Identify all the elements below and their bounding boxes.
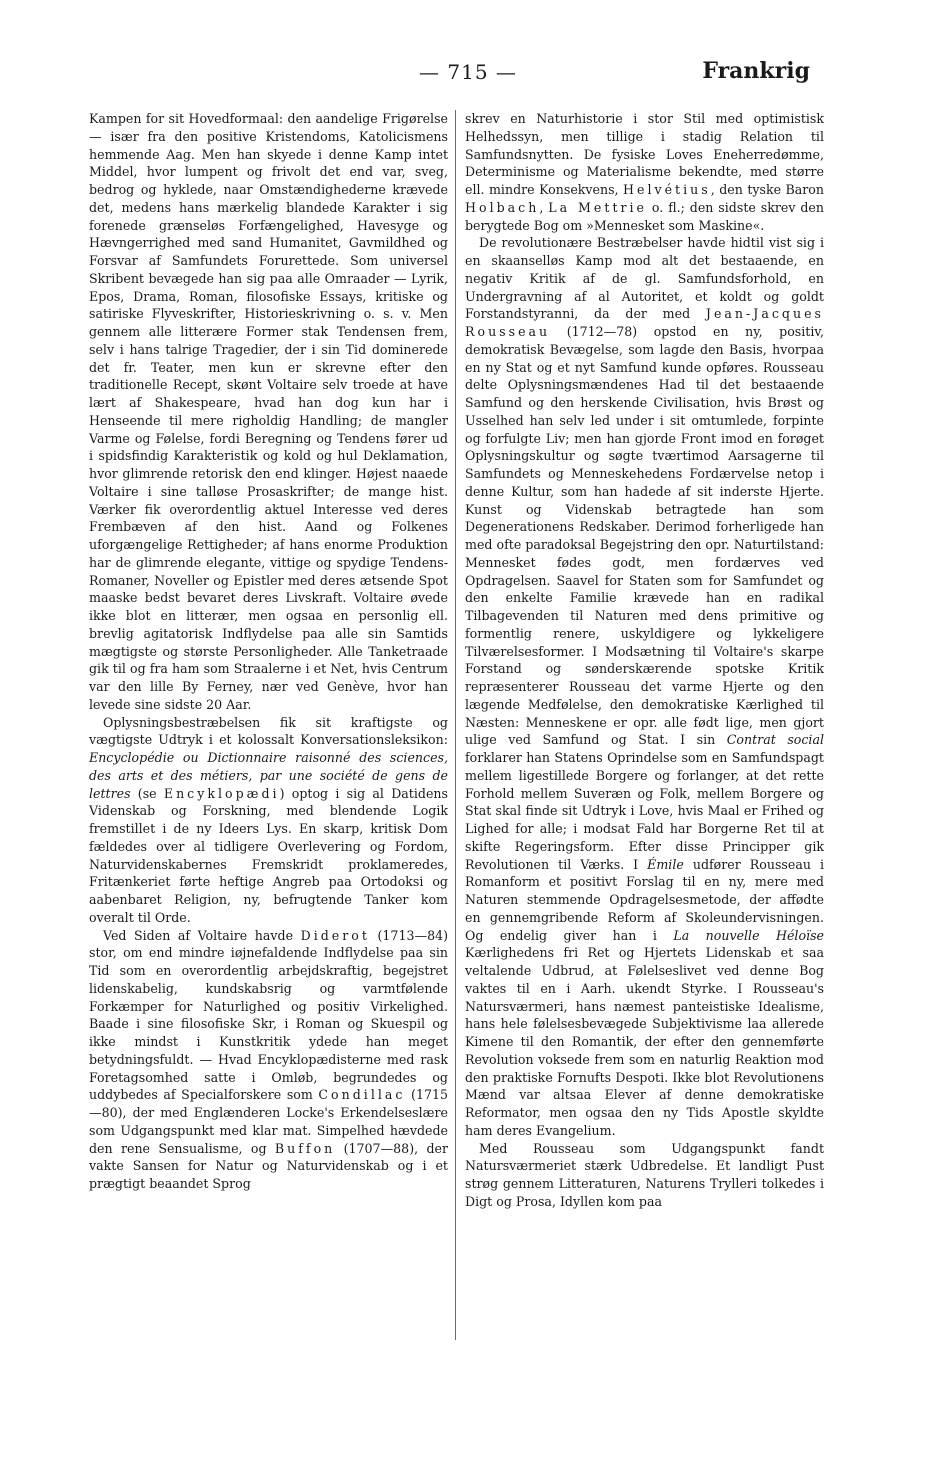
text: Oplysningsbestræbelsen fik sit kraftigste og vægtigste Udtryk i et kolossalt Konversationsleksikon: — [89, 714, 448, 748]
text: udfører Rousseau i Romanform et positivt Forslag til en ny, mere med Naturen stemmende Opdragelsesmetode, der affødte en gennemgribende Reform af Skoleundervisningen. Og endelig giver han i — [465, 856, 824, 943]
text: ) optog i sig al Datidens Videnskab og Forskning, med blendende Logik fremstillet i de ny Ideers Lys. En skarp, kritisk Dom fældedes over al tidligere Overlevering og Fordom, Naturvidenskabernes Fremskridt proklameredes, Fritænkeriet førte heftige Angreb paa Ortodoksi og aabenbaret Religion, ny, befrugtende Tanker kom overalt til Orde. — [89, 785, 448, 925]
paragraph-materialism — [465, 110, 824, 234]
paragraph-encyclopedie — [89, 714, 448, 927]
text: , den tyske Baron — [710, 182, 824, 197]
text: De revolutionære Bestræbelser havde hidtil vist sig i en skaanselløs Kamp mod alt det bestaaende, en negativ Kritik af de gl. Samfundsforhold, en Undergravning af al Autoritet, et koldt og goldt Forstandstyranni, da der med — [465, 235, 824, 322]
text: Ved Siden af Voltaire havde — [103, 927, 301, 943]
text: Med Rousseau som Udgangspunkt fandt Natursværmeriet stærk Udbredelse. Et landligt Pust strøg gennem Litteraturen, Naturens Trylleri tolkedes i Digt og Prosa, Idyllen kom paa — [465, 1140, 824, 1209]
right-column — [465, 110, 824, 1350]
text: , — [539, 199, 549, 215]
name-holbach: Holbach — [465, 199, 540, 215]
text: (1715—80), der med Englænderen Locke's Erkendelseslære som Udgangspunkt med klar mat. Simpelhed hævdede den rene Sensualisme, og — [89, 1087, 448, 1156]
paragraph-rousseau — [465, 234, 824, 1139]
text: skrev en Naturhistorie i stor Stil med optimistisk Helhedssyn, men tillige i stadig Relation til Samfundsnytten. De fysiske Loves Eneherredømme, Determinisme og Materialisme bekendte, med større ell. mindre Konsekvens, — [465, 111, 824, 197]
encyclopedie-title: Encyclopédie ou Dictionnaire raisonné des sciences, des arts et des métiers, par une société de gens de lettres — [89, 750, 448, 801]
paragraph-natursvaermeri — [465, 1140, 824, 1211]
paragraph-voltaire — [89, 110, 448, 714]
text: Kærlighedens fri Ret og Hjertets Lidenskab et saa veltalende Udbrud, at Følelseslivet ved denne Bog vaktes til en i Aarh. ukendt Styrke. I Rousseau's Natursværmeri, hans næmest panteistiske Idealisme, hans hele følelsesbevægede Subjektivisme laa allerede Kimene til den Romantik, der efter den gennemførte Revolution voksede frem som en naturlig Reaktion mod den praktiske Fornufts Despoti. Ikke blot Revolutionens Mænd var altsaa Elever af denne demokratiske Reformator, men ogsaa den ny Tids Apostle skyldte ham deres Evangelium. — [465, 945, 824, 1138]
name-condillac: Condillac — [318, 1087, 406, 1103]
left-column — [89, 110, 448, 1350]
name-helvetius: Helvétius — [623, 182, 711, 197]
page-number: — 715 — — [419, 60, 517, 84]
text: Kampen for sit Hovedformaal: den aandelige Frigørelse — især fra den positive Kristendoms, Katolicismens hemmende Aag. Men han skyede i denne Kamp intet Middel, hvor lumpent og frivolt det end var, sveg, bedrog og hyklede, naar Omstændighederne krævede det, medens hans mærkelig blandede Karakter i sig forenede grænseløs Forfængelighed, Havesyge og Hævngerrighed med sand Humanitet, Gavmildhed og Forsvar af Samfundets Forurettede. Som universel Skribent bevægede han sig paa alle Omraader — Lyrik, Epos, Drama, Roman, filosofiske Essays, kritiske og satiriske Flyveskrifter, Historieskrivning o. s. v. Men gennem alle litterære Former stak Tendensen frem, selv i hans talrige Tragedier, der i sin Tid dominerede det fr. Teater, men kun er skrevne efter den traditionelle Recept, skønt Voltaire selv troede at have lært af Shakespeare, hvad han dog kun har i Henseende til mere righoldig Handling; de mangler Varme og Følelse, fordi Beregning og Tendens fører ud i spidsfindig Karakteristik og kold og hul Deklamation, hvor glimrende retorisk den end klinger. Højest naaede Voltaire i sine talløse Prosaskrifter; de mange hist. Værker fik overordentlig aktuel Interesse ved deres Frembæven af den hist. Aand og Folkenes uforgængelige Rettigheder; af hans enorme Produktion har de glimrende elegante, vittige og spydige Tendens-Romaner, Noveller og Epistler med deres ætsende Spot maaske bedst bevaret deres Livskraft. Voltaire øvede ikke blot en litterær, men ogsaa en personlig ell. brevlig agitatorisk Indflydelse paa alle sin Samtids mægtigste og største Personligheder. Alle Tanketraade gik til og fra ham som Straalerne i et Net, hvis Centrum var den lille By Ferney, nær ved Genève, hvor han levede sine sidste 20 Aar. — [89, 111, 448, 712]
text: (1707—88), der vakte Sansen for Natur og Naturvidenskab og i et prægtigt beaandet Sprog — [89, 1140, 448, 1191]
column-divider — [455, 110, 456, 1340]
text: (se — [130, 785, 164, 801]
text: (1713—84) stor, om end mindre iøjnefaldende Indflydelse paa sin Tid som en overordentlig arbejdskraftig, begejstret lidenskabelig, kundskabsrig og varmtfølende Forkæmper for Naturlighed og positiv Virkelighed. Baade i sine filosofiske Skr, i Roman og Skuespil og ikke mindst i Kunstkritik ydede han meget betydningsfuldt. — Hvad Encyklopædisterne med rask Foretagsomhed satte i Omløb, begrundedes og uddybedes af Specialforskere som — [89, 927, 448, 1103]
name-la-mettrie: La Mettrie — [548, 199, 648, 215]
text: forklarer han Statens Oprindelse som en Samfundspagt mellem ligestillede Borgere og forlanger, at det rette Forhold mellem Suveræn og Folk, mellem Borgere og Stat skal finde sit Udtryk i Love, hvis Maal er Frihed og Lighed for alle; i modsat Fald har Borgerne Ret til at skifte Regeringsform. Efter disse Principper gik Revolutionen til Værks. I — [465, 750, 824, 872]
title-nouvelle-heloise: La nouvelle Héloïse — [673, 927, 824, 943]
paragraph-diderot — [89, 927, 448, 1193]
title-emile: Émile — [647, 856, 684, 872]
cross-reference: Encyklopædi — [163, 785, 280, 801]
name-buffon: Buffon — [274, 1140, 336, 1156]
name-rousseau: Jean-Jacques Rousseau — [465, 306, 824, 339]
title-contrat-social: Contrat social — [726, 732, 824, 748]
name-diderot: Diderot — [300, 927, 370, 943]
text: o. fl.; den sidste skrev den berygtede Bog om »Mennesket som Maskine«. — [465, 199, 824, 233]
section-title: Frankrig — [702, 58, 810, 84]
text: (1712—78) opstod en ny, positiv, demokratisk Bevægelse, som lagde den Basis, hvorpaa en ny Stat og et nyt Samfund kunde opføres. Rousseau delte Oplysningsmændenes Had til det bestaaende Samfund og den herskende Civilisation, hvis Brøst og Usselhed han selv led under i sit omtumlede, forpinte og forfulgte Liv; men han gjorde Front imod en forøget Oplysningskultur og søgte tværtimod Aarsagerne til Samfundets og Menneskehedens Fordærvelse netop i denne Kultur, som han hadede af sit inderste Hjerte. Kunst og Videnskab betragtede han som Degenerationens Redskaber. Derimod forherligede han med ofte paradoksal Begejstring den opr. Naturtilstand: Mennesket fødes godt, men fordærves ved Opdragelsen. Saavel for Staten som for Samfundet og den enkelte Familie krævede han en radikal Tilbagevenden til Naturen med dens primitive og formentlig renere, uskyldigere og lykkeligere Tilværelsesformer. I Modsætning til Voltaire's skarpe Forstand og sønderskærende spotske Kritik repræsenterer Rousseau det varme Hjerte og den lægende Medfølelse, den demokratiske Kærlighed til Næsten: Menneskene er opr. alle født lige, men gjort ulige ved Samfund og Stat. I sin — [465, 324, 824, 748]
